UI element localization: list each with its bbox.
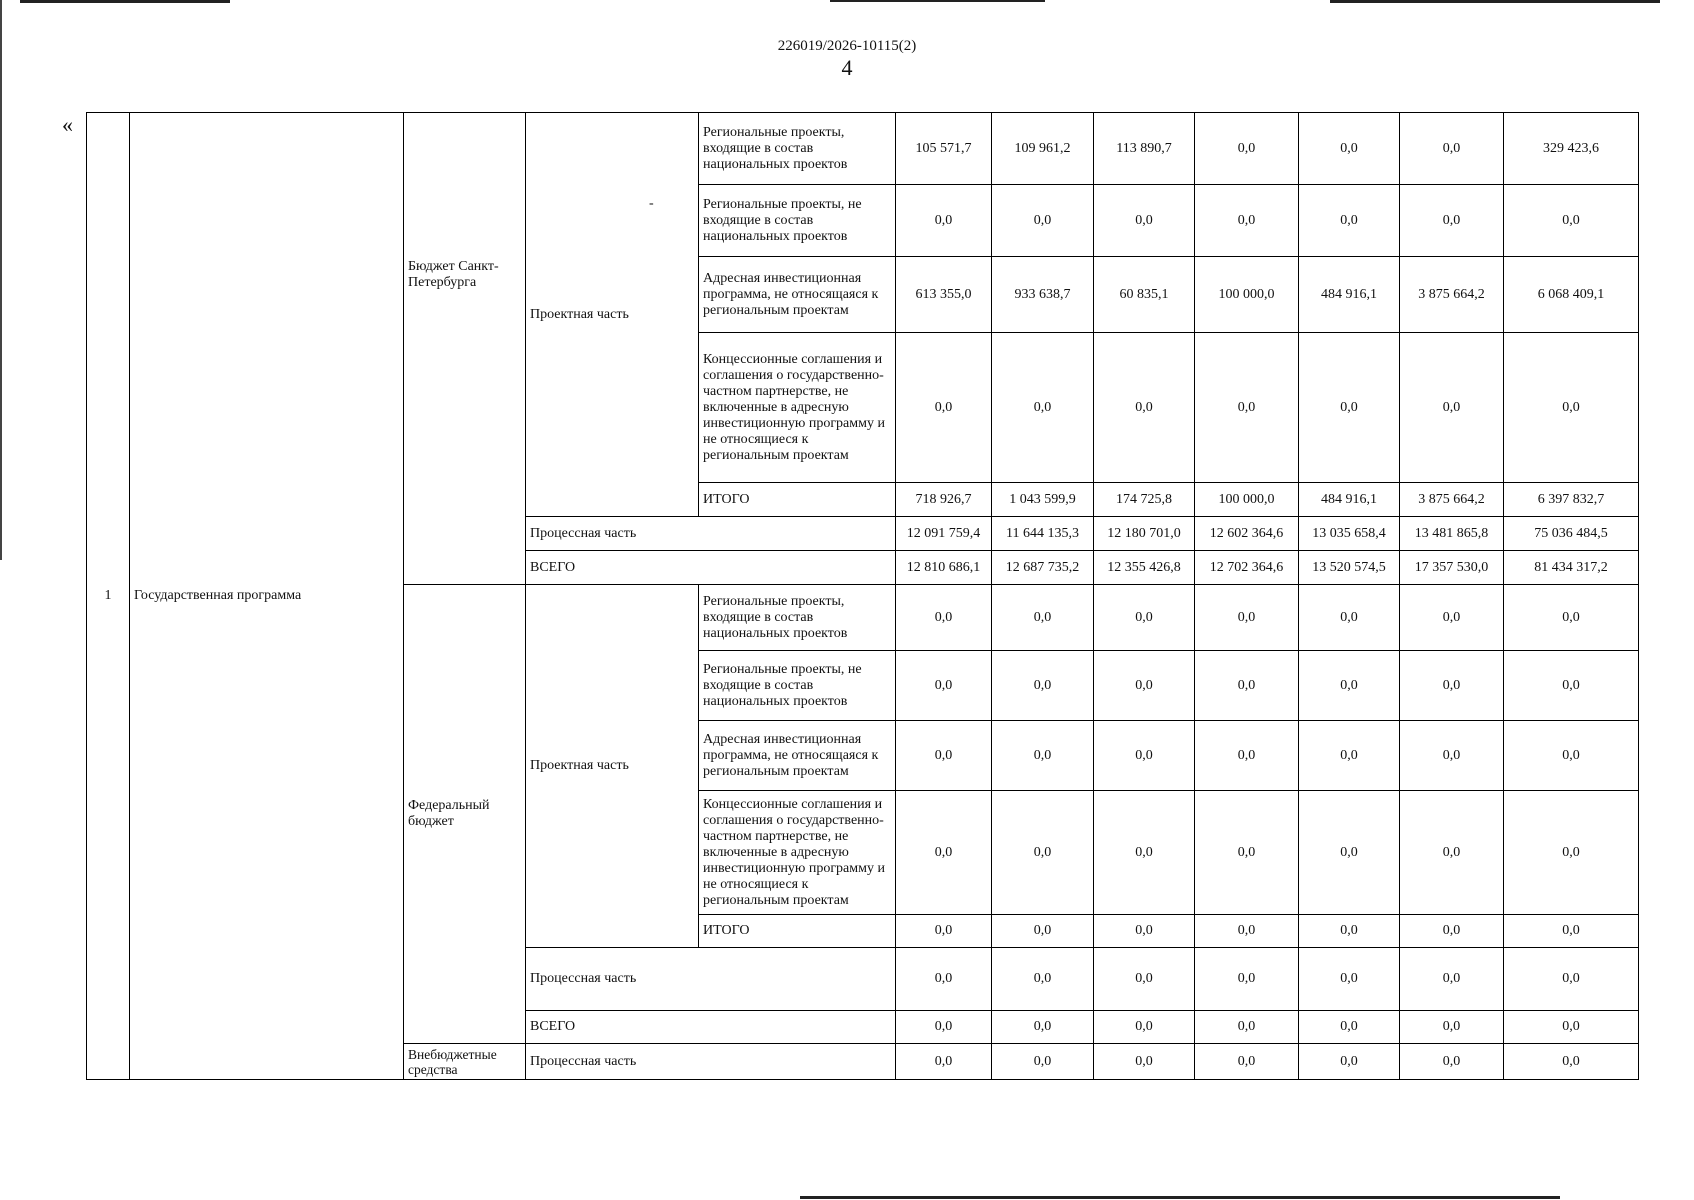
- value-cell: 0,0: [1195, 185, 1299, 257]
- value-cell: 0,0: [1195, 1011, 1299, 1044]
- value-cell: 100 000,0: [1195, 483, 1299, 517]
- scan-artifact-top-left: [20, 0, 230, 3]
- value-cell: 0,0: [1195, 791, 1299, 915]
- value-cell: 0,0: [1299, 185, 1400, 257]
- value-cell: 0,0: [1195, 915, 1299, 948]
- opening-quote-mark: «: [62, 112, 73, 137]
- value-cell: 100 000,0: [1195, 257, 1299, 333]
- value-cell: 0,0: [1299, 651, 1400, 721]
- value-cell: 0,0: [1504, 585, 1639, 651]
- value-cell: 0,0: [1504, 333, 1639, 483]
- value-cell: 0,0: [1400, 915, 1504, 948]
- value-cell: 0,0: [1400, 113, 1504, 185]
- value-cell: 0,0: [1504, 1011, 1639, 1044]
- value-cell: 0,0: [1299, 585, 1400, 651]
- value-cell: 0,0: [896, 948, 992, 1011]
- line-label: ИТОГО: [699, 483, 896, 517]
- line-label: Адресная инвестиционная программа, не относящаяся к региональным проектам: [699, 721, 896, 791]
- line-label: Региональные проекты, не входящие в состав национальных проектов: [699, 651, 896, 721]
- value-cell: 0,0: [1195, 1044, 1299, 1080]
- value-cell: 0,0: [1094, 791, 1195, 915]
- value-cell: 0,0: [1400, 1044, 1504, 1080]
- value-cell: 484 916,1: [1299, 483, 1400, 517]
- value-cell: 0,0: [1400, 791, 1504, 915]
- page-number: 4: [841, 55, 853, 80]
- extra-process-part: Процессная часть: [526, 1044, 896, 1080]
- scan-artifact-left-edge: [0, 0, 2, 560]
- value-cell: 0,0: [1504, 185, 1639, 257]
- value-cell: 613 355,0: [896, 257, 992, 333]
- value-cell: 1 043 599,9: [992, 483, 1094, 517]
- line-label: Концессионные соглашения и соглашения о государственно-частном партнерстве, не включенные в адресную инвестиционную программу и не относящиеся к региональным проектам: [699, 333, 896, 483]
- value-cell: 12 180 701,0: [1094, 517, 1195, 551]
- value-cell: 0,0: [1504, 791, 1639, 915]
- value-cell: 12 702 364,6: [1195, 551, 1299, 585]
- value-cell: 0,0: [1299, 915, 1400, 948]
- value-cell: 933 638,7: [992, 257, 1094, 333]
- value-cell: 0,0: [1400, 1011, 1504, 1044]
- line-label: ИТОГО: [699, 915, 896, 948]
- value-cell: 0,0: [1195, 721, 1299, 791]
- value-cell: 0,0: [992, 333, 1094, 483]
- value-cell: 12 091 759,4: [896, 517, 992, 551]
- federal-total-label: ВСЕГО: [526, 1011, 896, 1044]
- value-cell: 113 890,7: [1094, 113, 1195, 185]
- value-cell: 0,0: [1094, 948, 1195, 1011]
- value-cell: 0,0: [1195, 651, 1299, 721]
- value-cell: 12 687 735,2: [992, 551, 1094, 585]
- value-cell: 0,0: [1504, 651, 1639, 721]
- value-cell: 0,0: [1400, 948, 1504, 1011]
- value-cell: 0,0: [896, 585, 992, 651]
- value-cell: 484 916,1: [1299, 257, 1400, 333]
- value-cell: 0,0: [1299, 333, 1400, 483]
- line-label: Региональные проекты, входящие в состав национальных проектов: [699, 113, 896, 185]
- value-cell: 12 602 364,6: [1195, 517, 1299, 551]
- value-cell: 6 397 832,7: [1504, 483, 1639, 517]
- line-label: Региональные проекты, входящие в состав национальных проектов: [699, 585, 896, 651]
- stray-dash: -: [649, 196, 654, 211]
- value-cell: 0,0: [1094, 185, 1195, 257]
- line-label: Концессионные соглашения и соглашения о государственно-частном партнерстве, не включенные в адресную инвестиционную программу и не относящиеся к региональным проектам: [699, 791, 896, 915]
- value-cell: 3 875 664,2: [1400, 483, 1504, 517]
- spb-regional-national-row: [87, 113, 1639, 185]
- federal-budget-source: Федеральный бюджет: [404, 585, 526, 1044]
- value-cell: 0,0: [1094, 915, 1195, 948]
- value-cell: 0,0: [1094, 1044, 1195, 1080]
- value-cell: 105 571,7: [896, 113, 992, 185]
- value-cell: 0,0: [896, 1044, 992, 1080]
- spb-budget-source: Бюджет Санкт-Петербурга: [404, 113, 526, 585]
- value-cell: 0,0: [1094, 333, 1195, 483]
- value-cell: 0,0: [992, 1044, 1094, 1080]
- value-cell: 0,0: [992, 948, 1094, 1011]
- value-cell: 329 423,6: [1504, 113, 1639, 185]
- value-cell: 0,0: [1299, 113, 1400, 185]
- value-cell: 75 036 484,5: [1504, 517, 1639, 551]
- value-cell: 0,0: [1094, 651, 1195, 721]
- value-cell: 0,0: [1504, 915, 1639, 948]
- value-cell: 0,0: [992, 1011, 1094, 1044]
- value-cell: 0,0: [1195, 585, 1299, 651]
- program-name: Государственная программа: [130, 113, 404, 1080]
- value-cell: 0,0: [1299, 948, 1400, 1011]
- line-label: Региональные проекты, не входящие в состав национальных проектов: [699, 185, 896, 257]
- value-cell: 0,0: [1094, 721, 1195, 791]
- value-cell: 0,0: [1195, 333, 1299, 483]
- value-cell: 0,0: [992, 185, 1094, 257]
- value-cell: 0,0: [1504, 948, 1639, 1011]
- value-cell: 0,0: [1195, 948, 1299, 1011]
- value-cell: 0,0: [1299, 1044, 1400, 1080]
- value-cell: 109 961,2: [992, 113, 1094, 185]
- value-cell: 0,0: [1094, 585, 1195, 651]
- federal-project-part: Проектная часть: [526, 585, 699, 948]
- value-cell: 13 481 865,8: [1400, 517, 1504, 551]
- spb-total-label: ВСЕГО: [526, 551, 896, 585]
- value-cell: 0,0: [1299, 1011, 1400, 1044]
- value-cell: 0,0: [992, 915, 1094, 948]
- extra-budget-source: Внебюджетные средства: [404, 1044, 526, 1080]
- value-cell: 0,0: [1195, 113, 1299, 185]
- value-cell: 0,0: [1400, 185, 1504, 257]
- value-cell: 174 725,8: [1094, 483, 1195, 517]
- value-cell: 12 355 426,8: [1094, 551, 1195, 585]
- value-cell: 13 035 658,4: [1299, 517, 1400, 551]
- spb-project-part: Проектная часть: [526, 113, 699, 517]
- value-cell: 0,0: [1400, 721, 1504, 791]
- line-label: Адресная инвестиционная программа, не относящаяся к региональным проектам: [699, 257, 896, 333]
- program-row-number: 1: [87, 113, 130, 1080]
- value-cell: 0,0: [992, 791, 1094, 915]
- value-cell: 0,0: [896, 915, 992, 948]
- value-cell: 17 357 530,0: [1400, 551, 1504, 585]
- value-cell: 0,0: [1299, 721, 1400, 791]
- value-cell: 0,0: [896, 185, 992, 257]
- value-cell: 0,0: [992, 651, 1094, 721]
- budget-table: [86, 112, 1639, 1080]
- value-cell: 0,0: [992, 721, 1094, 791]
- value-cell: 0,0: [1400, 333, 1504, 483]
- scan-artifact-top-center: [830, 0, 1045, 2]
- value-cell: 0,0: [896, 651, 992, 721]
- value-cell: 6 068 409,1: [1504, 257, 1639, 333]
- spb-process-part: Процессная часть: [526, 517, 896, 551]
- scan-artifact-bottom: [800, 1196, 1560, 1199]
- value-cell: 0,0: [1094, 1011, 1195, 1044]
- value-cell: 0,0: [1400, 651, 1504, 721]
- value-cell: 3 875 664,2: [1400, 257, 1504, 333]
- value-cell: 0,0: [1504, 721, 1639, 791]
- value-cell: 12 810 686,1: [896, 551, 992, 585]
- value-cell: 60 835,1: [1094, 257, 1195, 333]
- value-cell: 0,0: [1504, 1044, 1639, 1080]
- value-cell: 0,0: [1400, 585, 1504, 651]
- document-number: 226019/2026-10115(2): [777, 38, 917, 54]
- value-cell: 11 644 135,3: [992, 517, 1094, 551]
- value-cell: 13 520 574,5: [1299, 551, 1400, 585]
- value-cell: 0,0: [992, 585, 1094, 651]
- value-cell: 0,0: [896, 1011, 992, 1044]
- value-cell: 0,0: [1299, 791, 1400, 915]
- value-cell: 0,0: [896, 791, 992, 915]
- scan-artifact-top-right: [1330, 0, 1660, 3]
- federal-process-part: Процессная часть: [526, 948, 896, 1011]
- value-cell: 718 926,7: [896, 483, 992, 517]
- value-cell: 81 434 317,2: [1504, 551, 1639, 585]
- value-cell: 0,0: [896, 333, 992, 483]
- value-cell: 0,0: [896, 721, 992, 791]
